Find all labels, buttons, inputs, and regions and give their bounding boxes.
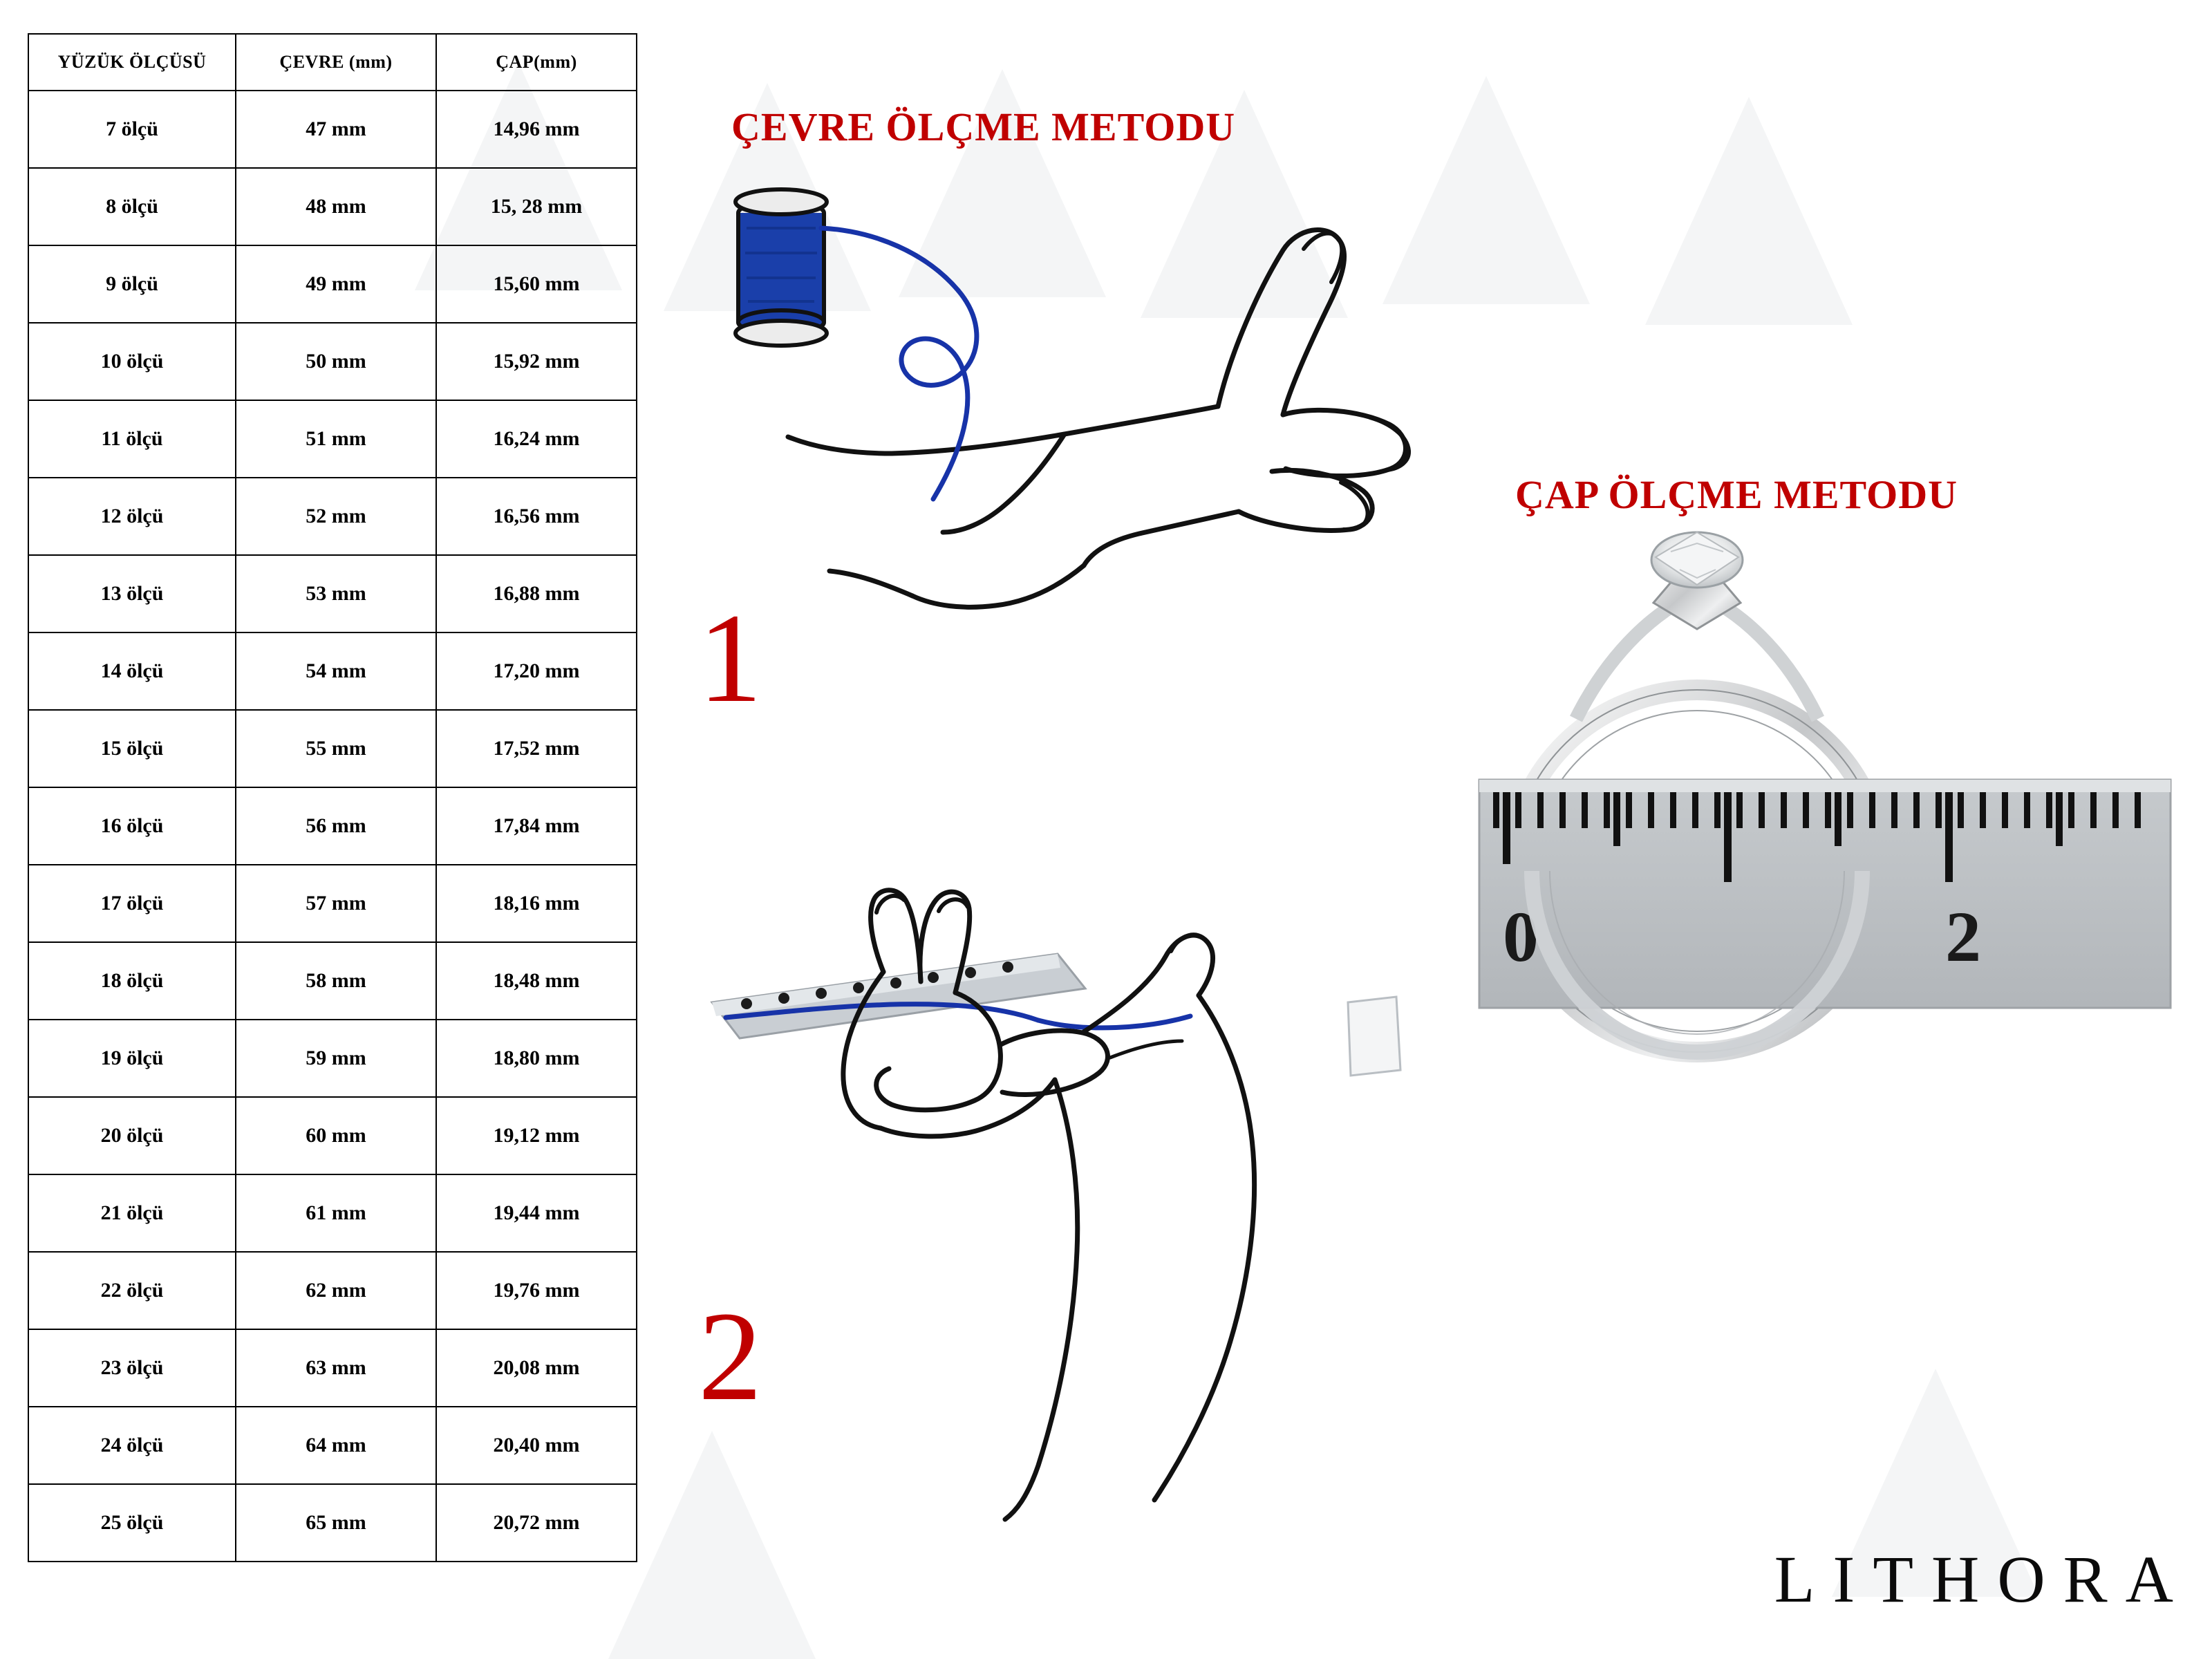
cell-diameter: 17,84 mm: [436, 787, 637, 865]
table-row: [28, 400, 637, 478]
ruler-hand-svg: [698, 885, 1445, 1521]
ruler-label-two: 2: [1945, 897, 1981, 977]
watermark-triangle: [1645, 97, 1853, 325]
cell-diameter: 14,96 mm: [436, 91, 637, 168]
cell-size: 20 ölçü: [28, 1097, 236, 1174]
cell-size: 23 ölçü: [28, 1329, 236, 1407]
cell-size: 12 ölçü: [28, 478, 236, 555]
cell-diameter: 16,88 mm: [436, 555, 637, 632]
table-row: [28, 245, 637, 323]
cell-size: 24 ölçü: [28, 1407, 236, 1484]
cell-circumference: 63 mm: [236, 1329, 436, 1407]
cell-circumference: 60 mm: [236, 1097, 436, 1174]
cell-size: 22 ölçü: [28, 1252, 236, 1329]
cell-size: 25 ölçü: [28, 1484, 236, 1562]
ruler-shape: [712, 954, 1085, 1038]
brand-logo-text: LITHORA: [1774, 1542, 2191, 1616]
cell-size: 10 ölçü: [28, 323, 236, 400]
illustration-ring-on-ruler: [1472, 512, 2177, 1154]
cell-size: 14 ölçü: [28, 632, 236, 710]
cell-size: 17 ölçü: [28, 865, 236, 942]
table-row: [28, 168, 637, 245]
cell-circumference: 53 mm: [236, 555, 436, 632]
cell-circumference: 56 mm: [236, 787, 436, 865]
cell-size: 8 ölçü: [28, 168, 236, 245]
cell-size: 18 ölçü: [28, 942, 236, 1020]
cell-size: 9 ölçü: [28, 245, 236, 323]
illustration-thread-around-finger: [705, 187, 1438, 760]
thread-spool-icon: [735, 189, 827, 346]
table-row: [28, 632, 637, 710]
ring-size-table-wrapper: [28, 33, 636, 1562]
cell-circumference: 65 mm: [236, 1484, 436, 1562]
ruler-label-zero: 0: [1503, 897, 1539, 977]
cell-diameter: 17,20 mm: [436, 632, 637, 710]
cell-diameter: 15,92 mm: [436, 323, 637, 400]
table-row: [28, 1020, 637, 1097]
table-row: [28, 787, 637, 865]
table-row: [28, 1252, 637, 1329]
thread-line: [821, 228, 977, 499]
table-row: [28, 478, 637, 555]
cell-circumference: 62 mm: [236, 1252, 436, 1329]
cell-circumference: 61 mm: [236, 1174, 436, 1252]
cell-size: 19 ölçü: [28, 1020, 236, 1097]
step-number-two: 2: [698, 1286, 762, 1427]
table-row: [28, 1097, 637, 1174]
table-row: [28, 1484, 637, 1562]
paper-corner: [1348, 997, 1400, 1076]
cell-diameter: 18,16 mm: [436, 865, 637, 942]
step-number-one: 1: [698, 588, 762, 729]
table-row: [28, 323, 637, 400]
thread-hand-svg: [705, 187, 1438, 760]
section-title-diameter-method: ÇAP ÖLÇME METODU: [1515, 472, 1958, 517]
table-header-row: [28, 34, 637, 91]
cell-circumference: 57 mm: [236, 865, 436, 942]
table-row: [28, 1329, 637, 1407]
cell-circumference: 58 mm: [236, 942, 436, 1020]
cell-size: 11 ölçü: [28, 400, 236, 478]
table-row: [28, 555, 637, 632]
cell-diameter: 15,60 mm: [436, 245, 637, 323]
cell-size: 21 ölçü: [28, 1174, 236, 1252]
column-header-diameter: ÇAP(mm): [436, 34, 637, 91]
cell-circumference: 48 mm: [236, 168, 436, 245]
cell-size: 15 ölçü: [28, 710, 236, 787]
table-row: [28, 710, 637, 787]
table-row: [28, 91, 637, 168]
cell-circumference: 51 mm: [236, 400, 436, 478]
cell-diameter: 16,56 mm: [436, 478, 637, 555]
hand-outline: [788, 229, 1409, 607]
cell-size: 16 ölçü: [28, 787, 236, 865]
cell-diameter: 17,52 mm: [436, 710, 637, 787]
cell-circumference: 59 mm: [236, 1020, 436, 1097]
cell-size: 13 ölçü: [28, 555, 236, 632]
column-header-circumference: ÇEVRE (mm): [236, 34, 436, 91]
cell-circumference: 49 mm: [236, 245, 436, 323]
column-header-size: YÜZÜK ÖLÇÜSÜ: [28, 34, 236, 91]
ring-size-table: [28, 33, 637, 1562]
cell-circumference: 55 mm: [236, 710, 436, 787]
table-row: [28, 1407, 637, 1484]
cell-circumference: 50 mm: [236, 323, 436, 400]
cell-diameter: 19,12 mm: [436, 1097, 637, 1174]
table-row: [28, 865, 637, 942]
cell-diameter: 15, 28 mm: [436, 168, 637, 245]
cell-diameter: 19,76 mm: [436, 1252, 637, 1329]
cell-diameter: 19,44 mm: [436, 1174, 637, 1252]
table-row: [28, 1174, 637, 1252]
illustration-measure-thread-with-ruler: [698, 885, 1445, 1521]
cell-size: 7 ölçü: [28, 91, 236, 168]
cell-circumference: 54 mm: [236, 632, 436, 710]
cell-diameter: 20,72 mm: [436, 1484, 637, 1562]
cell-diameter: 18,48 mm: [436, 942, 637, 1020]
table-row: [28, 942, 637, 1020]
cell-circumference: 47 mm: [236, 91, 436, 168]
cell-diameter: 16,24 mm: [436, 400, 637, 478]
cell-circumference: 52 mm: [236, 478, 436, 555]
ring-ruler-svg: [1472, 512, 2177, 1154]
cell-diameter: 18,80 mm: [436, 1020, 637, 1097]
cell-diameter: 20,40 mm: [436, 1407, 637, 1484]
cell-diameter: 20,08 mm: [436, 1329, 637, 1407]
section-title-circumference-method: ÇEVRE ÖLÇME METODU: [731, 104, 1236, 149]
cell-circumference: 64 mm: [236, 1407, 436, 1484]
